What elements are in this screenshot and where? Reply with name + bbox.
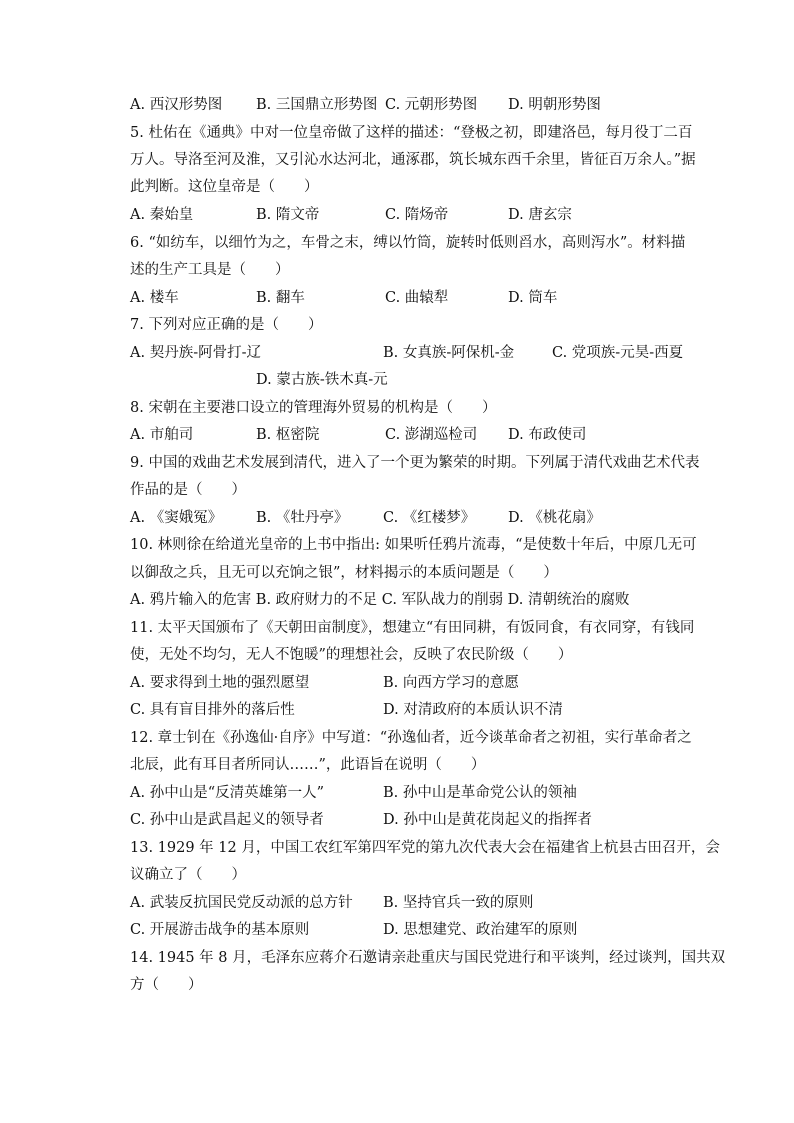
q12-option-d: D. 孙中山是黄花岗起义的指挥者 xyxy=(383,812,592,828)
q11-option-c: C. 具有盲目排外的落后性 xyxy=(130,702,295,718)
q4-option-d: D. 明朝形势图 xyxy=(508,97,601,113)
q13-option-c: C. 开展游击战争的基本原则 xyxy=(130,922,310,938)
q8-option-a: A. 市舶司 xyxy=(130,427,194,443)
q13-option-d: D. 思想建党、政治建军的原则 xyxy=(383,922,578,938)
q8-option-d: D. 布政使司 xyxy=(508,427,587,443)
q11-stem-line-2: 使，无处不均匀，无人不饱暖”的理想社会，反映了农民阶级（ ） xyxy=(130,647,573,663)
q5-stem-line-1: 5. 杜佑在《通典》中对一位皇帝做了这样的描述：“登极之初，即建洛邑，每月役丁二百 xyxy=(130,125,693,141)
q9-option-c: C. 《红楼梦》 xyxy=(383,510,476,526)
q4-option-c: C. 元朝形势图 xyxy=(385,97,478,113)
q12-option-a: A. 孙中山是“反清英雄第一人” xyxy=(130,785,325,801)
q12-stem-line-1: 12. 章士钊在《孙逸仙·自序》中写道：“孙逸仙者，近今谈革命者之初祖，实行革命者之 xyxy=(130,730,692,746)
q6-stem-line-1: 6. “如纺车，以细竹为之，车骨之末，缚以竹筒，旋转时低则舀水，高则泻水”。材料描 xyxy=(130,235,686,251)
q10-stem-line-2: 以御敌之兵，且无可以充饷之银”，材料揭示的本质问题是（ ） xyxy=(130,565,558,581)
q7-stem: 7. 下列对应正确的是（ ） xyxy=(130,317,323,333)
q13-option-b: B. 坚持官兵一致的原则 xyxy=(383,895,534,911)
q11-option-d: D. 对清政府的本质认识不清 xyxy=(383,702,563,718)
q12-option-c: C. 孙中山是武昌起义的领导者 xyxy=(130,812,324,828)
q12-option-b: B. 孙中山是革命党公认的领袖 xyxy=(383,785,577,801)
q12-stem-line-2: 北辰，此有耳目者所同认……”，此语旨在说明（ ） xyxy=(130,757,486,773)
q10-stem-line-1: 10. 林则徐在给道光皇帝的上书中指出: 如果听任鸦片流毒，“是使数十年后，中原几无可 xyxy=(130,537,697,553)
q4-option-a: A. 西汉形势图 xyxy=(130,97,223,113)
q7-option-d: D. 蒙古族-铁木真-元 xyxy=(256,372,388,388)
q6-option-c: C. 曲辕犁 xyxy=(385,290,449,306)
q10-options: A. 鸦片输入的危害 B. 政府财力的不足 C. 军队战力的削弱 D. 清朝统治的腐败 xyxy=(130,592,630,608)
q13-stem-line-2: 议确立了（ ） xyxy=(130,867,246,883)
q5-option-a: A. 秦始皇 xyxy=(130,207,194,223)
q11-option-a: A. 要求得到土地的强烈愿望 xyxy=(130,675,310,691)
q5-option-b: B. 隋文帝 xyxy=(256,207,320,223)
q7-option-a: A. 契丹族-阿骨打-辽 xyxy=(130,345,261,361)
q9-stem-line-2: 作品的是（ ） xyxy=(130,482,246,498)
q7-option-c: C. 党项族-元昊-西夏 xyxy=(552,345,684,361)
q8-option-c: C. 澎湖巡检司 xyxy=(385,427,478,443)
q6-option-d: D. 筒车 xyxy=(508,290,558,306)
q5-stem-line-3: 此判断。这位皇帝是（ ） xyxy=(130,179,319,195)
q9-option-a: A. 《窦娥冤》 xyxy=(130,510,223,526)
q13-option-a: A. 武装反抗国民党反动派的总方针 xyxy=(130,895,353,911)
q4-option-b: B. 三国鼎立形势图 xyxy=(256,97,378,113)
q11-stem-line-1: 11. 太平天国颁布了《天朝田亩制度》，想建立“有田同耕，有饭同食，有衣同穿，有钱同 xyxy=(130,620,695,636)
q11-option-b: B. 向西方学习的意愿 xyxy=(383,675,519,691)
q9-stem-line-1: 9. 中国的戏曲艺术发展到清代，进入了一个更为繁荣的时期。下列属于清代戏曲艺术代表 xyxy=(130,455,700,471)
q7-option-b: B. 女真族-阿保机-金 xyxy=(383,345,515,361)
q8-stem: 8. 宋朝在主要港口设立的管理海外贸易的机构是（ ） xyxy=(130,400,497,416)
q13-stem-line-1: 13. 1929 年 12 月，中国工农红军第四军党的第九次代表大会在福建省上杭县古田召开，会 xyxy=(130,840,720,856)
q5-stem-line-2: 万人。导洛至河及淮，又引沁水达河北，通涿郡，筑长城东西千余里，皆征百万余人。”据 xyxy=(130,152,696,168)
q14-stem-line-1: 14. 1945 年 8 月，毛泽东应蒋介石邀请亲赴重庆与国民党进行和平谈判，经过谈判，国共双 xyxy=(130,950,726,966)
q5-option-d: D. 唐玄宗 xyxy=(508,207,572,223)
q6-option-b: B. 翻车 xyxy=(256,290,305,306)
q6-stem-line-2: 述的生产工具是（ ） xyxy=(130,262,290,278)
q14-stem-line-2: 方（ ） xyxy=(130,977,203,993)
q8-option-b: B. 枢密院 xyxy=(256,427,320,443)
q5-option-c: C. 隋炀帝 xyxy=(385,207,449,223)
q9-option-b: B. 《牡丹亭》 xyxy=(256,510,349,526)
q9-option-d: D. 《桃花扇》 xyxy=(508,510,601,526)
q6-option-a: A. 楼车 xyxy=(130,290,179,306)
